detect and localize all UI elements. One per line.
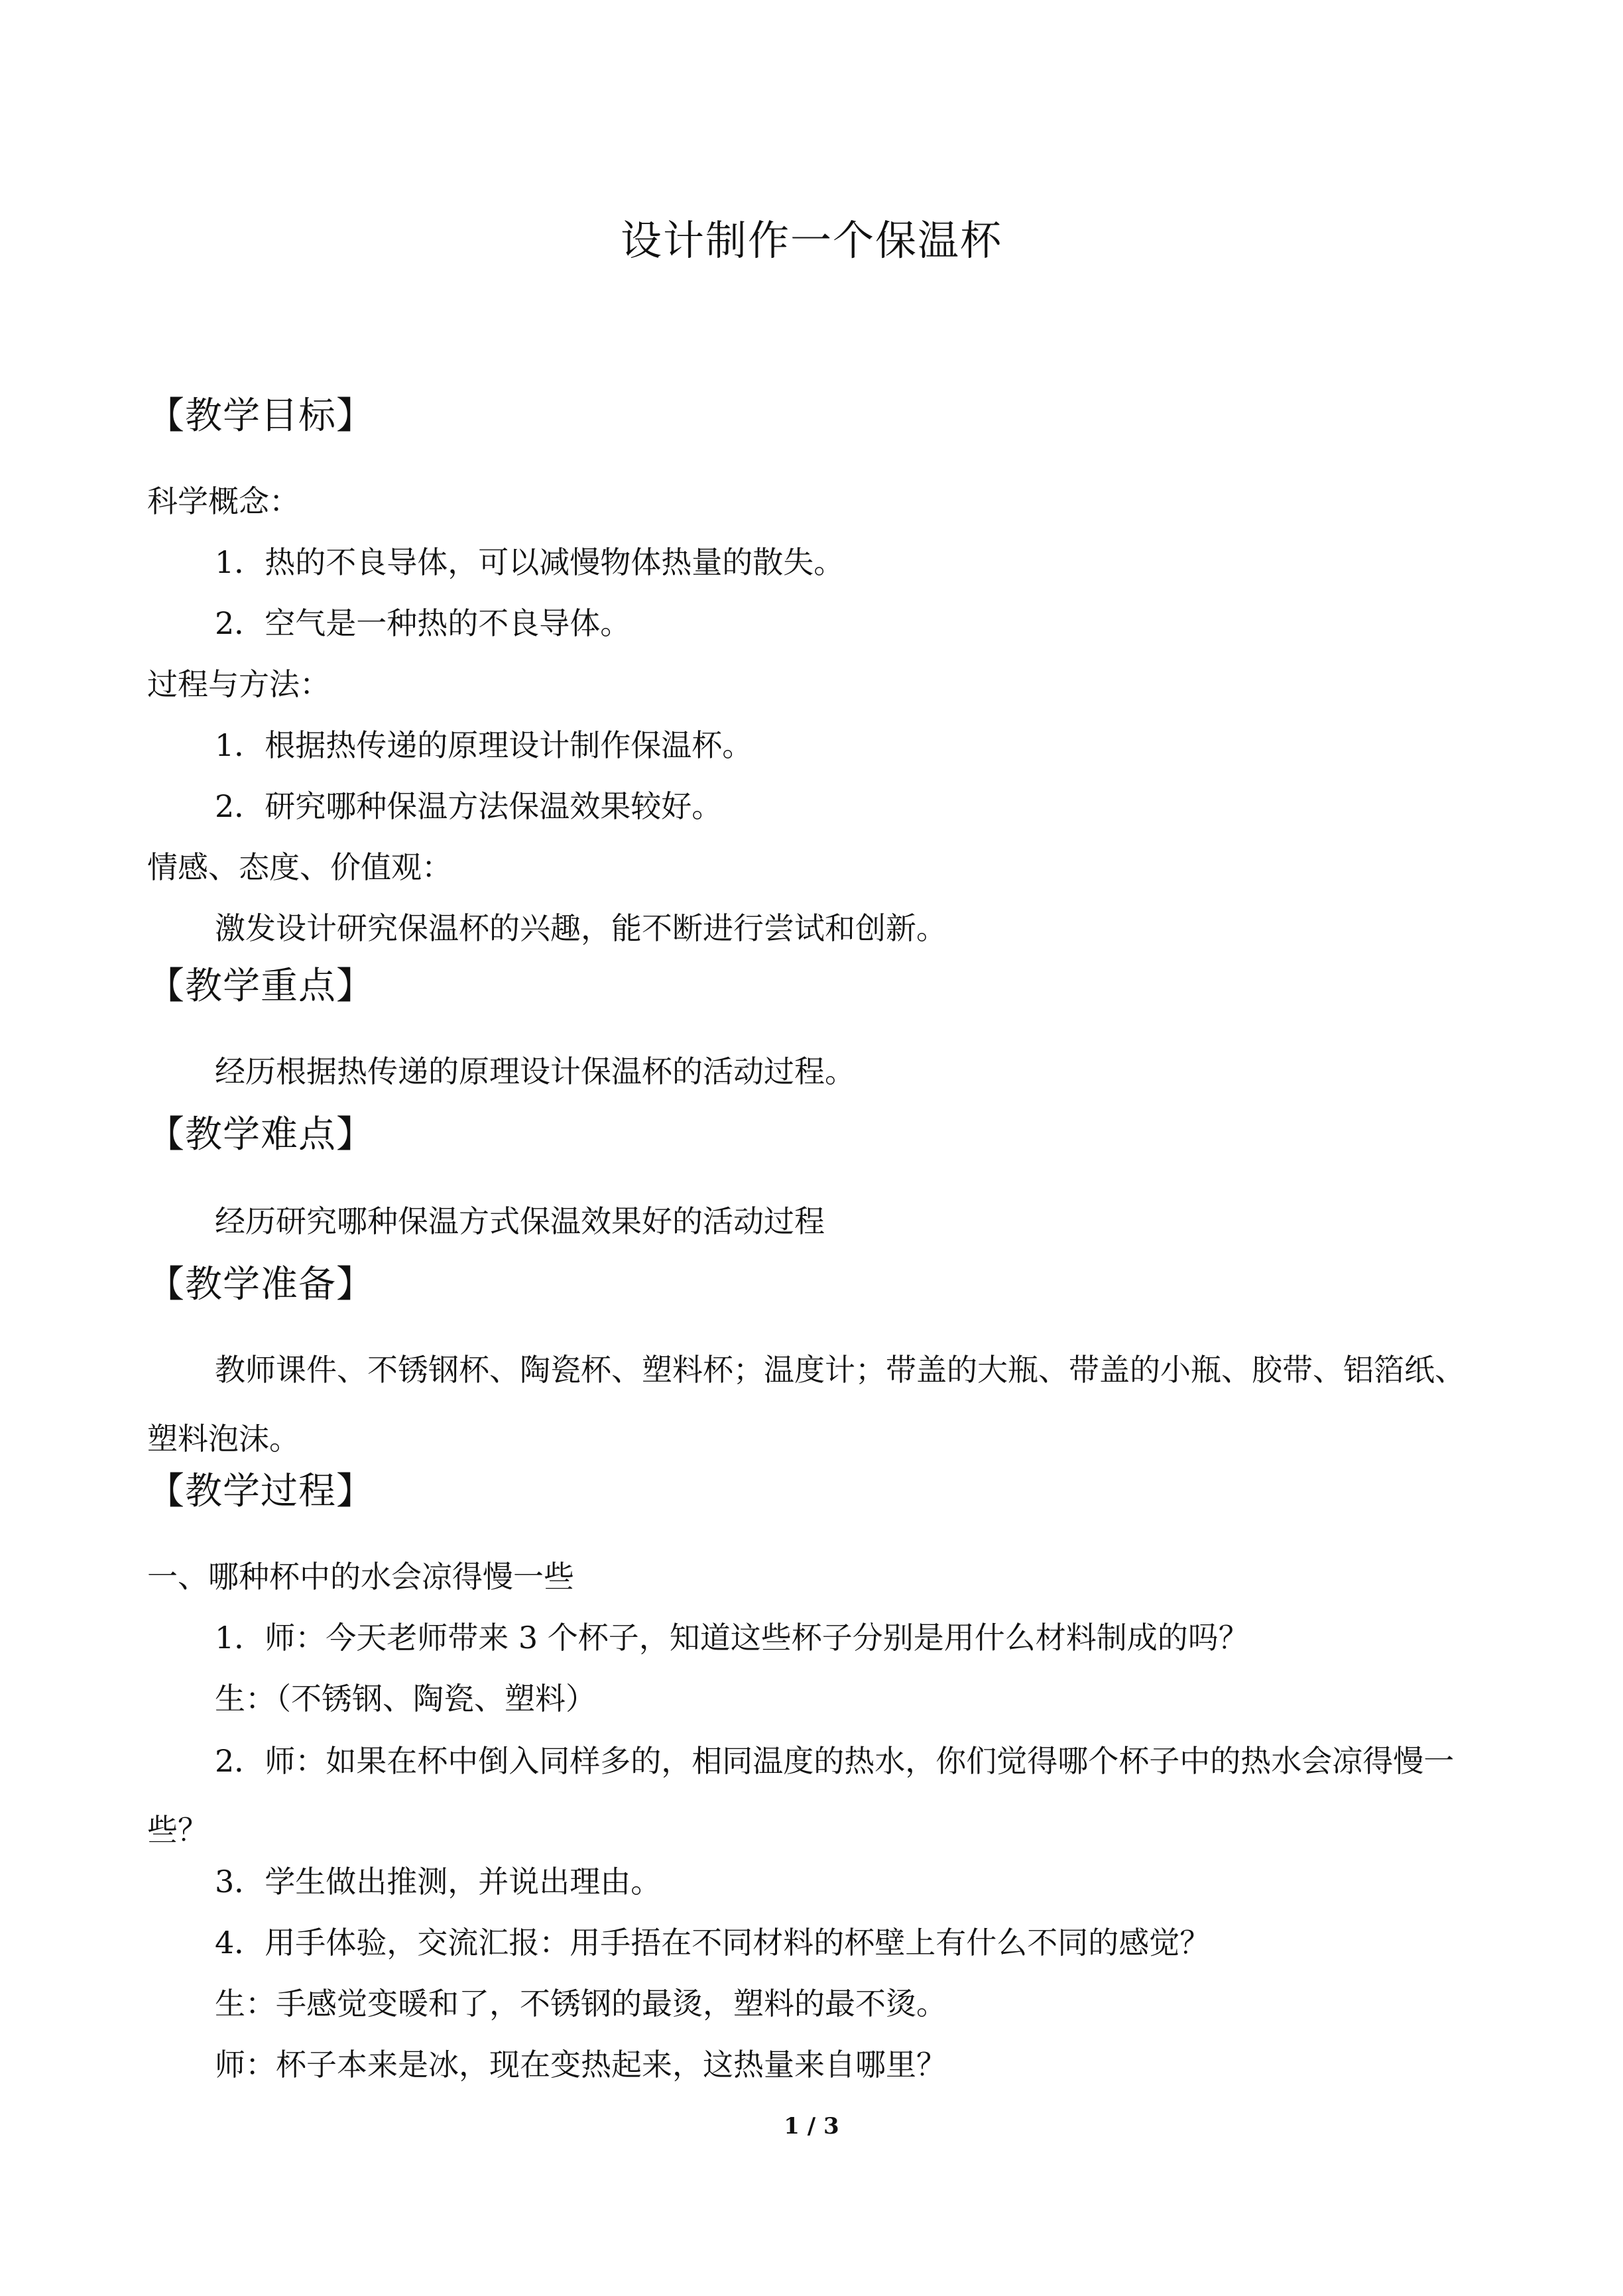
process-line-4: 3．学生做出推测，并说出理由。 bbox=[215, 1864, 662, 1900]
heading-objectives: 【教学目标】 bbox=[147, 394, 374, 438]
heading-preparation: 【教学准备】 bbox=[147, 1263, 374, 1306]
key-points-text: 经历根据热传递的原理设计保温杯的活动过程。 bbox=[215, 1054, 855, 1089]
attitude-label: 情感、态度、价值观： bbox=[147, 849, 452, 885]
method-label: 过程与方法： bbox=[147, 666, 330, 702]
concept-item-2: 2．空气是一种热的不良导体。 bbox=[215, 605, 631, 641]
heading-key-points: 【教学重点】 bbox=[147, 965, 374, 1008]
heading-process: 【教学过程】 bbox=[147, 1470, 374, 1513]
method-item-1: 1．根据热传递的原理设计制作保温杯。 bbox=[215, 727, 753, 763]
concept-item-1: 1．热的不良导体，可以减慢物体热量的散失。 bbox=[215, 544, 845, 580]
difficulties-text: 经历研究哪种保温方式保温效果好的活动过程 bbox=[215, 1203, 825, 1239]
preparation-text: 教师课件、不锈钢杯、陶瓷杯、塑料杯；温度计；带盖的大瓶、带盖的小瓶、胶带、铝箔纸、塑料泡沫。 bbox=[147, 1352, 1465, 1457]
process-line-2: 生：（不锈钢、陶瓷、塑料） bbox=[215, 1681, 596, 1717]
page-number: 1 / 3 bbox=[784, 2113, 839, 2140]
heading-difficulties: 【教学难点】 bbox=[147, 1113, 374, 1156]
method-item-2: 2．研究哪种保温方法保温效果较好。 bbox=[215, 788, 723, 824]
process-line-7: 师：杯子本来是冰，现在变热起来，这热量来自哪里？ bbox=[215, 2047, 947, 2083]
concept-label: 科学概念： bbox=[147, 483, 300, 519]
part1-title: 一、哪种杯中的水会凉得慢一些 bbox=[147, 1559, 574, 1595]
page-title: 设计制作一个保温杯 bbox=[620, 216, 1002, 265]
process-line-6: 生：手感觉变暖和了，不锈钢的最烫，塑料的最不烫。 bbox=[215, 1986, 947, 2022]
attitude-text: 激发设计研究保温杯的兴趣，能不断进行尝试和创新。 bbox=[215, 910, 947, 946]
process-line-1: 1．师：今天老师带来 3 个杯子，知道这些杯子分别是用什么材料制成的吗？ bbox=[215, 1620, 1249, 1656]
process-line-3: 2．师：如果在杯中倒入同样多的，相同温度的热水，你们觉得哪个杯子中的热水会凉得慢一些？ bbox=[147, 1743, 1455, 1848]
process-line-5: 4．用手体验，交流汇报：用手捂在不同材料的杯壁上有什么不同的感觉？ bbox=[215, 1925, 1211, 1961]
